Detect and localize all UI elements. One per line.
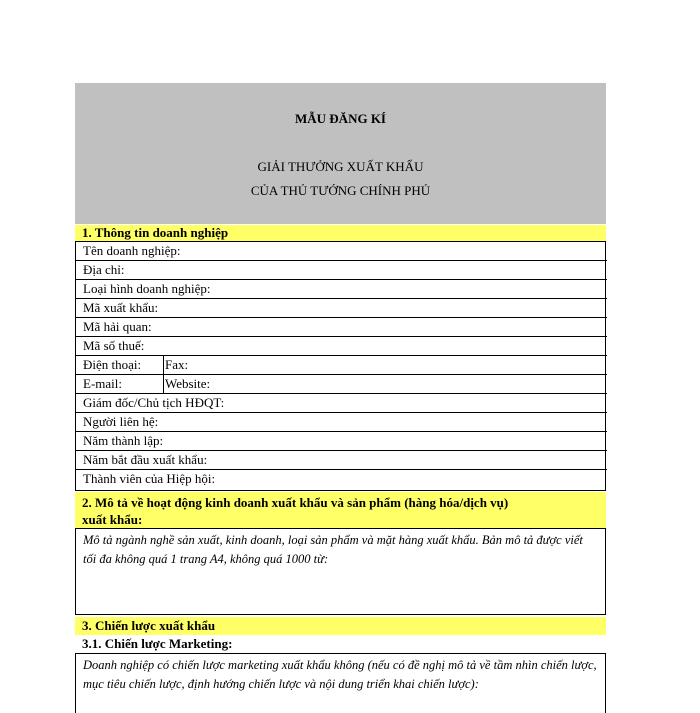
field-fax[interactable]: Fax: — [165, 357, 189, 372]
section-2-heading: 2. Mô tả về hoạt động kinh doanh xuất khẩu và sản phẩm (hàng hóa/dịch vụ) xuất khẩu: — [75, 492, 606, 528]
field-company-name[interactable]: Tên doanh nghiệp: — [76, 242, 607, 261]
export-description-instruction: Mô tả ngành nghề sản xuất, kinh doanh, loại sản phẩm và mặt hàng xuất khẩu. Bản mô tả được viết tối đa không quá 1 trang A4, không quá 1000 từ: — [83, 533, 583, 566]
section-3-1-heading: 3.1. Chiến lược Marketing: — [82, 636, 233, 651]
field-contact-person[interactable]: Người liên hệ: — [76, 413, 607, 432]
form-subtitle-line2: CỦA THỦ TƯỚNG CHÍNH PHỦ — [250, 183, 431, 198]
field-business-type[interactable]: Loại hình doanh nghiệp: — [76, 280, 607, 299]
marketing-strategy-instruction: Doanh nghiệp có chiến lược marketing xuất khẩu không (nếu có đề nghị mô tả về tầm nhìn chiến lược, mục tiêu chiến lược, định hướng chiến lược và nội dung triển khai chiến lược): — [83, 658, 597, 691]
field-export-start-year[interactable]: Năm bắt đầu xuất khẩu: — [76, 451, 607, 470]
field-export-code[interactable]: Mã xuất khẩu: — [76, 299, 607, 318]
field-customs-code[interactable]: Mã hải quan: — [76, 318, 607, 337]
field-year-founded[interactable]: Năm thành lập: — [76, 432, 607, 451]
section-3-heading: 3. Chiến lược xuất khẩu — [75, 617, 606, 635]
company-info-table — [75, 241, 606, 491]
export-description-box[interactable] — [75, 528, 606, 615]
section-1-heading: 1. Thông tin doanh nghiệp — [75, 225, 606, 241]
field-phone[interactable]: Điện thoại: — [83, 357, 142, 372]
form-title: MẪU ĐĂNG KÍ — [295, 111, 386, 126]
form-header — [75, 83, 606, 224]
marketing-strategy-box[interactable] — [75, 653, 606, 713]
field-address[interactable]: Địa chỉ: — [76, 261, 607, 280]
field-email-website[interactable] — [76, 375, 607, 394]
field-director[interactable]: Giám đốc/Chủ tịch HĐQT: — [76, 394, 607, 413]
field-email[interactable]: E-mail: — [83, 376, 122, 391]
field-tax-code[interactable]: Mã số thuế: — [76, 337, 607, 356]
field-association-member[interactable]: Thành viên của Hiệp hội: — [83, 471, 216, 486]
field-website[interactable]: Website: — [165, 376, 211, 391]
field-phone-fax[interactable] — [76, 356, 607, 375]
form-subtitle-line1: GIẢI THƯỞNG XUẤT KHẨU — [257, 159, 424, 174]
